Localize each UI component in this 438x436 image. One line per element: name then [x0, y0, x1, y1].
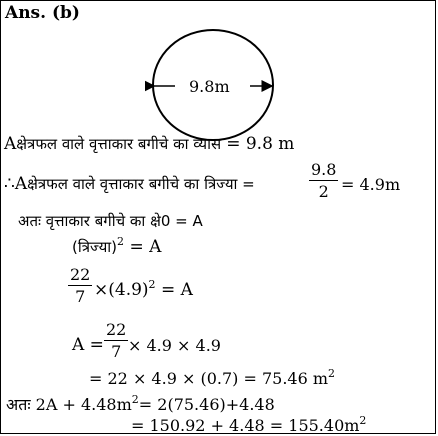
line-area-definition: अतः वृत्ताकार बगीचे का क्षे0 = A — [18, 212, 203, 230]
line-final-result — [131, 416, 366, 435]
pi-fraction-1-numerator: 22 — [70, 265, 91, 284]
line-radius-squared — [72, 237, 161, 257]
radius-value: = 4.9m — [341, 175, 401, 194]
line-area-result — [89, 369, 335, 388]
line7-exponent: 2 — [328, 367, 336, 380]
line-final-expression — [6, 393, 275, 415]
line1-value: = 9.8 m — [226, 134, 295, 154]
line7-text: = 22 × 4.9 × (0.7) = 75.46 m — [89, 369, 329, 388]
pi-fraction-1 — [68, 267, 92, 305]
line8-text: अतः 2A + 4.48m — [6, 395, 132, 414]
line2-prefix: A — [14, 174, 28, 194]
line1-prefix: A — [4, 134, 17, 154]
line-radius — [4, 174, 255, 194]
pi-fraction-2-denominator: 7 — [104, 340, 128, 360]
line2-text: क्षेत्रफल वाले वृत्ताकार बगीचे का त्रिज्या = — [27, 175, 255, 193]
line8-rest: = 2(75.46)+4.48 — [138, 395, 275, 414]
pi-fraction-2 — [104, 322, 128, 360]
line5-expr: ×(4.9) — [94, 280, 149, 300]
line-area-formula — [94, 280, 193, 300]
line4-rhs: = A — [124, 237, 162, 257]
line4-paren: (त्रिज्या) — [72, 238, 118, 256]
radius-fraction — [309, 162, 338, 200]
diameter-label: 9.8m — [189, 77, 230, 96]
line1-text: क्षेत्रफल वाले वृत्ताकार बगीचे का व्यास — [16, 135, 222, 153]
pi-fraction-1-denominator: 7 — [68, 285, 92, 305]
pi-fraction-2-numerator: 22 — [106, 320, 127, 339]
line8-exponent: 2 — [131, 393, 139, 406]
line4-exponent: 2 — [117, 235, 125, 248]
answer-label: Ans. (b) — [5, 3, 80, 23]
therefore-symbol: ∴ — [4, 174, 15, 194]
radius-fraction-denominator: 2 — [309, 180, 338, 200]
line9-exponent: 2 — [359, 414, 367, 427]
line-diameter — [4, 134, 294, 154]
line6-rhs: × 4.9 × 4.9 — [128, 336, 221, 355]
line5-exponent: 2 — [148, 278, 156, 291]
line5-rhs: = A — [155, 280, 193, 300]
line9-text: = 150.92 + 4.48 = 155.40m — [131, 416, 360, 435]
line6-lhs: A = — [72, 335, 104, 355]
radius-fraction-numerator: 9.8 — [311, 160, 337, 179]
